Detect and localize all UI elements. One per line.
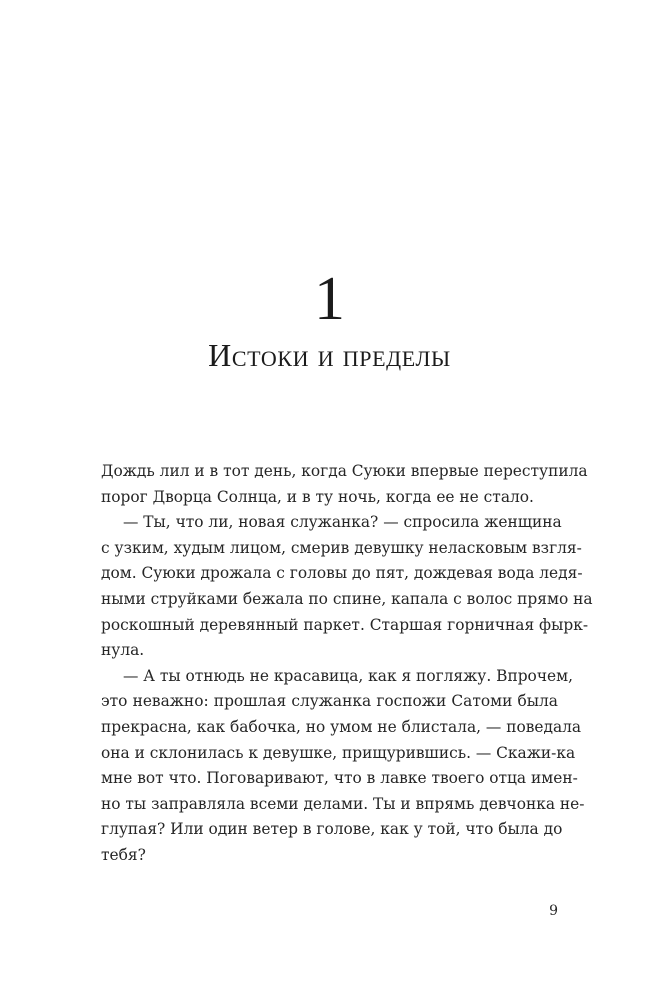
text-line: тебя? bbox=[101, 845, 146, 864]
text-line: роскошный деревянный паркет. Старшая горничная фырк- bbox=[101, 615, 589, 634]
text-line: прекрасна, как бабочка, но умом не блистала, — поведала bbox=[101, 717, 582, 736]
paragraph-3 bbox=[101, 664, 585, 869]
text-line: мне вот что. Поговаривают, что в лавке твоего отца имен- bbox=[101, 769, 578, 788]
paragraph-2 bbox=[101, 510, 593, 664]
text-line: это неважно: прошлая служанка госпожи Сатоми была bbox=[101, 692, 558, 711]
text-line: нула. bbox=[101, 641, 145, 660]
chapter-number: 1 bbox=[314, 265, 345, 333]
text-line: дом. Суюки дрожала с головы до пят, дождевая вода ледя- bbox=[101, 564, 583, 583]
page-number: 9 bbox=[549, 903, 558, 919]
text-line: — А ты отнюдь не красавица, как я погляжу. Впрочем, bbox=[123, 666, 573, 685]
text-line: глупая? Или один ветер в голове, как у той, что была до bbox=[101, 820, 563, 839]
paragraph-1 bbox=[101, 459, 588, 510]
text-line: она и склонилась к девушке, прищурившись. — Скажи-ка bbox=[101, 743, 576, 762]
body-text bbox=[101, 459, 593, 869]
chapter-title: Истоки и пределы bbox=[208, 337, 451, 373]
text-line: ными струйками бежала по спине, капала с волос прямо на bbox=[101, 589, 593, 608]
text-line: порог Дворца Солнца, и в ту ночь, когда ее не стало. bbox=[101, 487, 534, 506]
text-line: Дождь лил и в тот день, когда Суюки впервые переступила bbox=[101, 462, 588, 480]
text-line: с узким, худым лицом, смерив девушку неласковым взгля- bbox=[101, 538, 582, 557]
text-line: но ты заправляла всеми делами. Ты и впрямь девчонка не- bbox=[101, 794, 585, 813]
text-line: — Ты, что ли, новая служанка? — спросила женщина bbox=[123, 513, 562, 532]
